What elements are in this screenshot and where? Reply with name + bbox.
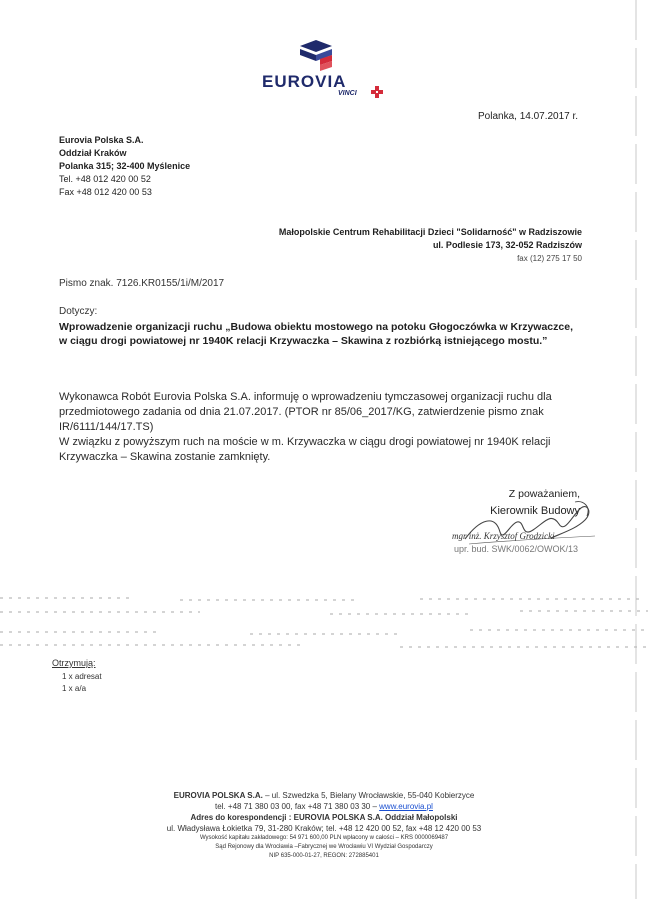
sender-tel: Tel. +48 012 420 00 52 (59, 174, 151, 184)
recipient-address: ul. Podlesie 173, 32-052 Radziszów (432, 240, 582, 250)
sender-address: Polanka 315; 32-400 Myślenice (59, 161, 191, 171)
website-link[interactable]: www.eurovia.pl (379, 802, 433, 811)
body-line-4: W związku z powyższym ruch na moście w m. Krzywaczka w ciągu drogi powiatowej nr 1940K relacji (59, 436, 551, 448)
footer-capital: Wysokość kapitału zakładowego: 54 971 600,00 PLN wpłacony w całości – KRS 0000069487 (199, 835, 449, 841)
vinci-cross-icon (371, 86, 383, 98)
distribution-list (62, 671, 102, 695)
body-line-2: przedmiotowego zadania od dnia 21.07.2017. (PTOR nr 85/06_2017/KG, zatwierdzenie pismo znak (59, 406, 544, 418)
signature-closing: Z poważaniem, (508, 488, 580, 500)
subject-line-2: w ciągu drogi powiatowej nr 1940K relacji Krzywaczka – Skawina z rozbiórką istniejącego mostu.” (59, 335, 548, 347)
subject-line-1: Wprowadzenie organizacji ruchu „Budowa obiektu mostowego na potoku Głogoczówka w Krzywaczce, (59, 321, 573, 333)
footer-branch-address: ul. Władysława Łokietka 79, 31-280 Kraków; tel. +48 12 420 00 52, fax +48 12 420 00 53 (166, 824, 482, 833)
logo-wordmark: EUROVIA (262, 72, 347, 91)
recipient-name: Małopolskie Centrum Rehabilitacji Dzieci "Solidarność" w Radziszowie (278, 227, 582, 237)
body-line-3: IR/6111/144/17.TS) (59, 421, 154, 433)
letter-body (59, 390, 599, 465)
distribution-label: Otrzymują: (52, 658, 96, 668)
subject-text (59, 320, 599, 348)
footer-contact: tel. +48 71 380 03 00, fax +48 71 380 03 30 – (215, 802, 380, 811)
company-footer (0, 790, 648, 861)
body-line-1: Wykonawca Robót Eurovia Polska S.A. informuję o wprowadzeniu tymczasowej organizacji ruchu dla (59, 391, 552, 403)
sender-fax: Fax +48 012 420 00 53 (59, 187, 152, 197)
subject-label: Dotyczy: (59, 306, 98, 317)
scan-artifact-lines (0, 590, 648, 660)
body-line-5: Krzywaczka – Skawina zostanie zamknięty. (59, 451, 271, 463)
signature-role: Kierownik Budowy (490, 505, 580, 517)
footer-company: EUROVIA POLSKA S.A. (173, 791, 263, 800)
sender-company: Eurovia Polska S.A. (59, 135, 144, 145)
scan-edge-line (628, 0, 648, 899)
logo-sub: VINCI (338, 90, 357, 97)
footer-line-2 (0, 801, 648, 812)
sender-block (59, 134, 190, 199)
sender-branch: Oddział Kraków (59, 148, 127, 158)
distribution-item: 1 x adresat (62, 672, 102, 681)
signatory-name: mgr inż. Krzysztof Grodzicki (452, 531, 555, 541)
distribution-item: 1 x a/a (62, 684, 87, 693)
recipient-block (279, 226, 582, 265)
footer-line-1 (0, 790, 648, 801)
letter-date: Polanka, 14.07.2017 r. (478, 111, 579, 122)
footer-court: Sąd Rejonowy dla Wrocławia –Fabrycznej we Wrocławiu VI Wydział Gospodarczy (215, 844, 433, 850)
footer-correspondence: Adres do korespondencji : EUROVIA POLSKA S.A. Oddział Małopolski (190, 813, 458, 822)
footer-address: – ul. Szwedzka 5, Bielany Wrocławskie, 55-040 Kobierzyce (262, 791, 475, 800)
recipient-fax: fax (12) 275 17 50 (517, 254, 582, 263)
eurovia-logo-icon (296, 40, 336, 72)
footer-nip: NIP 635-000-01-27, REGON: 272885401 (269, 853, 379, 859)
reference-number: Pismo znak. 7126.KR0155/1i/M/2017 (59, 278, 225, 289)
signatory-license: upr. bud. SWK/0062/OWOK/13 (454, 544, 579, 554)
